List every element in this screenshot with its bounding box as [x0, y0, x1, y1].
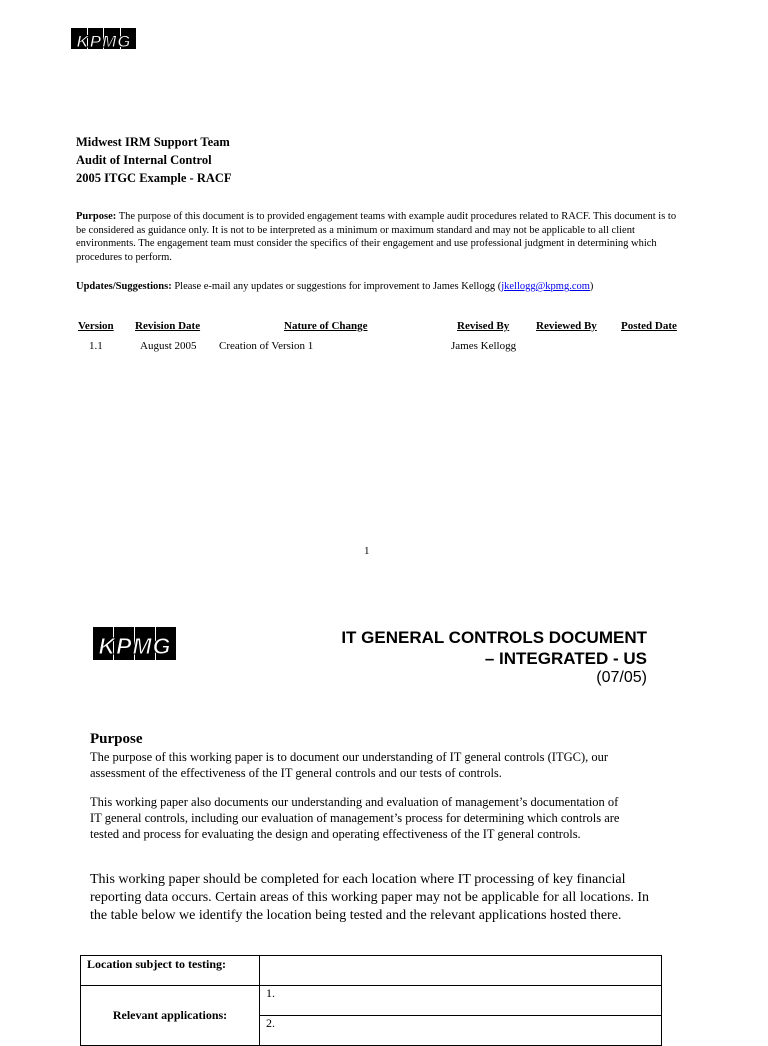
updates-label: Updates/Suggestions:: [76, 281, 172, 292]
team-name: Midwest IRM Support Team: [76, 135, 230, 149]
itgc-title-date: (07/05): [596, 669, 647, 686]
kpmg-logo: [93, 627, 177, 660]
col-revised-by: Revised By: [457, 320, 510, 332]
audit-title: Audit of Internal Control: [76, 153, 212, 167]
col-posted-date: Posted Date: [621, 320, 677, 332]
updates-paragraph: [76, 280, 686, 294]
application-item-2[interactable]: 2.: [260, 1016, 662, 1046]
email-link[interactable]: jkellogg@kpmg.com: [501, 281, 590, 292]
col-version: Version: [78, 320, 114, 332]
purpose-para-3: This working paper should be completed for each location where IT processing of key financial reporting data occurs. Certain areas of this working paper may not be applicable for all locations. In the table below we identify the location being tested and the relevant applications hosted there.: [90, 872, 650, 923]
page-number: 1: [364, 545, 370, 557]
application-item-1[interactable]: 1.: [260, 986, 662, 1016]
updates-text: Please e-mail any updates or suggestions for improvement to James Kellogg (: [174, 281, 502, 292]
applications-label: Relevant applications:: [81, 986, 260, 1046]
kpmg-logo-top: [71, 28, 137, 49]
updates-close: ): [589, 281, 594, 292]
purpose-para-1: The purpose of this working paper is to document our understanding of IT general controls (ITGC), our assessment of the effectiveness of the IT general controls and our tests of controls.: [90, 750, 609, 780]
purpose-paragraph: [76, 210, 681, 264]
example-title: 2005 ITGC Example - RACF: [76, 171, 232, 185]
kpmg-logo-text-2: KPMG: [98, 633, 172, 659]
purpose-heading: Purpose: [90, 731, 143, 747]
kpmg-logo-text: KPMG: [76, 32, 132, 51]
row-nature-of-change: Creation of Version 1: [219, 340, 314, 352]
location-value[interactable]: [260, 956, 662, 986]
itgc-title-block: [320, 627, 647, 687]
row-revision-date: August 2005: [140, 340, 197, 352]
row-version: 1.1: [89, 340, 103, 352]
purpose-text: The purpose of this document is to provided engagement teams with example audit procedures related to RACF. This document is to be considered as guidance only. It is not to be interpreted as a minimum or maximum standard and may not be applicable to all client environments. The engagement team must consider the specifics of their engagement and use professional judgment in determining which procedures to perform.: [76, 211, 677, 263]
itgc-title-line2: – INTEGRATED - US: [484, 649, 647, 668]
col-revision-date: Revision Date: [135, 320, 201, 332]
document-header: [76, 133, 232, 187]
location-label: Location subject to testing:: [81, 956, 260, 986]
itgc-title-line1: IT GENERAL CONTROLS DOCUMENT: [341, 628, 647, 647]
location-table: [80, 955, 662, 1046]
purpose-label: Purpose:: [76, 211, 117, 222]
row-revised-by: James Kellogg: [451, 340, 517, 352]
col-reviewed-by: Reviewed By: [536, 320, 597, 332]
col-nature-of-change: Nature of Change: [284, 320, 368, 332]
purpose-para-2: This working paper also documents our understanding and evaluation of management’s documentation of IT general controls, including our evaluation of management’s process for determining which controls are tested and process for evaluating the design and operating effectiveness of the IT general controls.: [90, 795, 620, 841]
